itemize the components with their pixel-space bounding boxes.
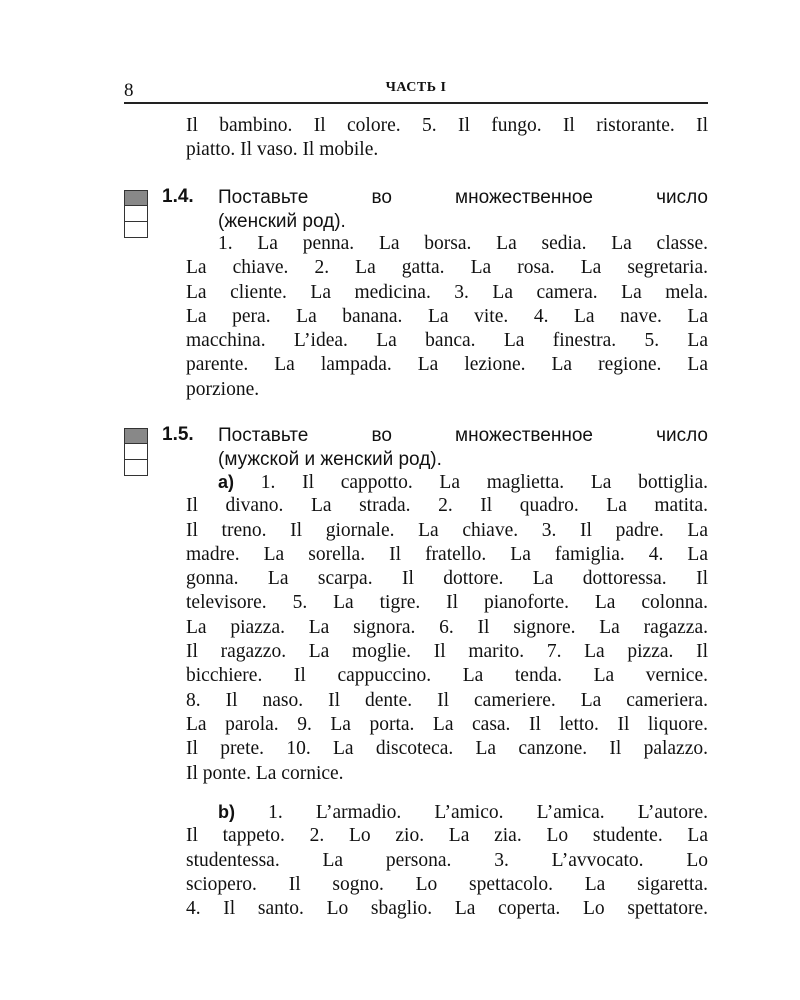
text-line: Il treno. Il giornale. La chiave. 3. Il padre. La	[186, 519, 708, 541]
exercise-1-4-text	[186, 232, 708, 402]
exercise-1-5-part-b	[186, 800, 708, 921]
text-line	[186, 470, 708, 494]
text-line: parente. La lampada. La lezione. La regione. La	[186, 354, 708, 376]
text-line: Il prete. 10. La discoteca. La canzone. Il palazzo.	[186, 738, 708, 760]
instruction-line: Поставьте во множественное число	[218, 425, 708, 446]
text-line: madre. La sorella. Il fratello. La famiglia. 4. La	[186, 543, 708, 565]
text-line	[186, 800, 708, 824]
text-line: Il divano. La strada. 2. Il quadro. La matita.	[186, 495, 708, 517]
exercise-number: 1.5.	[162, 424, 194, 445]
text-line: Il ponte. La cornice.	[186, 762, 344, 784]
part-label: a)	[218, 472, 235, 492]
exercise-instruction	[218, 186, 708, 234]
page-number: 8	[124, 80, 134, 101]
text-line: La parola. 9. La porta. La casa. Il letto. Il liquore.	[186, 713, 708, 735]
text-line: La chiave. 2. La gatta. La rosa. La segretaria.	[186, 257, 708, 279]
progress-box-filled	[124, 190, 148, 206]
page-header	[124, 74, 708, 104]
text-line: televisore. 5. La tigre. Il pianoforte. La colonna.	[186, 592, 708, 614]
exercise-1-4-progress-boxes	[124, 190, 150, 238]
exercise-1-4-heading	[162, 186, 708, 236]
text-line: sciopero. Il sogno. Lo spettacolo. La sigaretta.	[186, 873, 708, 895]
text-fragment: 1. Il cappotto. La maglietta. La bottiglia.	[260, 472, 708, 493]
exercise-1-5-progress-boxes	[124, 428, 150, 476]
instruction-line: (женский род).	[218, 211, 346, 233]
exercise-1-5-part-a	[186, 470, 708, 786]
intro-paragraph	[186, 114, 708, 163]
text-line: 8. Il naso. Il dente. Il cameriere. La cameriera.	[186, 689, 708, 711]
text-line: La cliente. La medicina. 3. La camera. La mela.	[186, 281, 708, 303]
text-line: piatto. Il vaso. Il mobile.	[186, 139, 379, 161]
text-fragment: 1. L’armadio. L’amico. L’amica. L’autore.	[268, 802, 708, 823]
text-line: Il bambino. Il colore. 5. Il fungo. Il ristorante. Il	[186, 115, 708, 136]
text-line: porzione.	[186, 378, 260, 400]
instruction-line: Поставьте во множественное число	[218, 187, 708, 208]
progress-box-filled	[124, 428, 148, 444]
text-line: La piazza. La signora. 6. Il signore. La ragazza.	[186, 616, 708, 638]
text-line: Il tappeto. 2. Lo zio. La zia. Lo studente. La	[186, 825, 708, 847]
text-line: macchina. L’idea. La banca. La finestra. 5. La	[186, 330, 708, 352]
text-line: bicchiere. Il cappuccino. La tenda. La vernice.	[186, 665, 708, 687]
progress-box-empty	[124, 444, 148, 460]
text-line: Il ragazzo. La moglie. Il marito. 7. La pizza. Il	[186, 641, 708, 663]
exercise-number: 1.4.	[162, 186, 194, 207]
text-line: 4. Il santo. Lo sbaglio. La coperta. Lo spettatore.	[186, 898, 708, 920]
text-line: La pera. La banana. La vite. 4. La nave. La	[186, 305, 708, 327]
exercise-instruction	[218, 424, 708, 472]
progress-box-empty	[124, 222, 148, 238]
progress-box-empty	[124, 460, 148, 476]
text-line: gonna. La scarpa. Il dottore. La dottoressa. Il	[186, 568, 708, 590]
text-line: 1. La penna. La borsa. La sedia. La classe.	[218, 233, 708, 254]
exercise-1-5-heading	[162, 424, 708, 474]
instruction-line: (мужской и женский род).	[218, 449, 442, 471]
chapter-title: ЧАСТЬ I	[385, 80, 447, 95]
text-line: studentessa. La persona. 3. L’avvocato. Lo	[186, 849, 708, 871]
progress-box-empty	[124, 206, 148, 222]
part-label: b)	[218, 802, 235, 822]
